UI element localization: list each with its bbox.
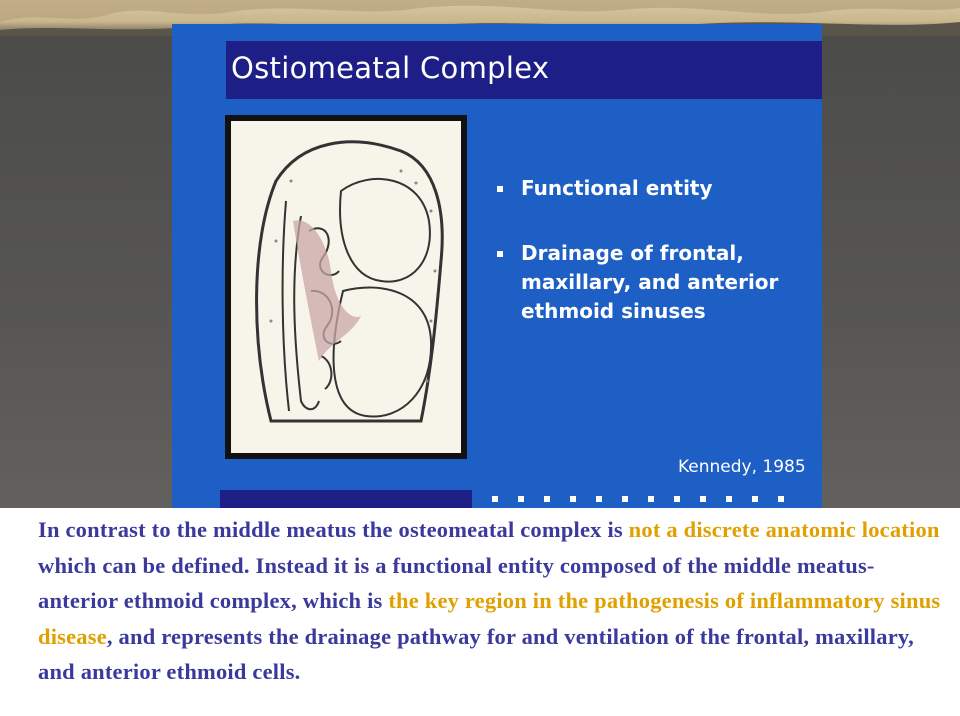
caption-panel: [0, 508, 960, 716]
caption-segment: which can be defined. Instead it is a functional entity composed of the middle meatus-anterior ethmoid complex, which is: [38, 552, 875, 613]
anatomy-figure: [231, 121, 461, 453]
caption-text: [38, 512, 953, 690]
decorative-dots: [492, 496, 822, 506]
caption-highlight: the key region in the pathogenesis of inflammatory sinus disease: [38, 588, 941, 649]
caption-segment: In contrast to the middle meatus the osteomeatal complex is: [38, 517, 629, 542]
bullet-list: [497, 174, 817, 326]
citation: Kennedy, 1985: [678, 457, 806, 477]
slide-title-bar: [226, 41, 822, 99]
bullet-item: [497, 174, 817, 203]
bullet-text: Functional entity: [521, 176, 713, 200]
slide-title: Ostiomeatal Complex: [231, 51, 550, 85]
bullet-item: [497, 239, 817, 326]
bullet-square-icon: [497, 186, 503, 192]
sinus-anatomy-drawing: [231, 121, 461, 453]
caption-highlight: not a discrete anatomic location: [628, 517, 940, 542]
bullet-text: Drainage of frontal, maxillary, and anterior ethmoid sinuses: [521, 241, 779, 323]
anatomy-figure-frame: [225, 115, 467, 459]
caption-segment: , and represents the drainage pathway for and ventilation of the frontal, maxillary, and anterior ethmoid cells.: [38, 623, 914, 684]
slide: [172, 24, 822, 514]
bullet-square-icon: [497, 251, 503, 257]
